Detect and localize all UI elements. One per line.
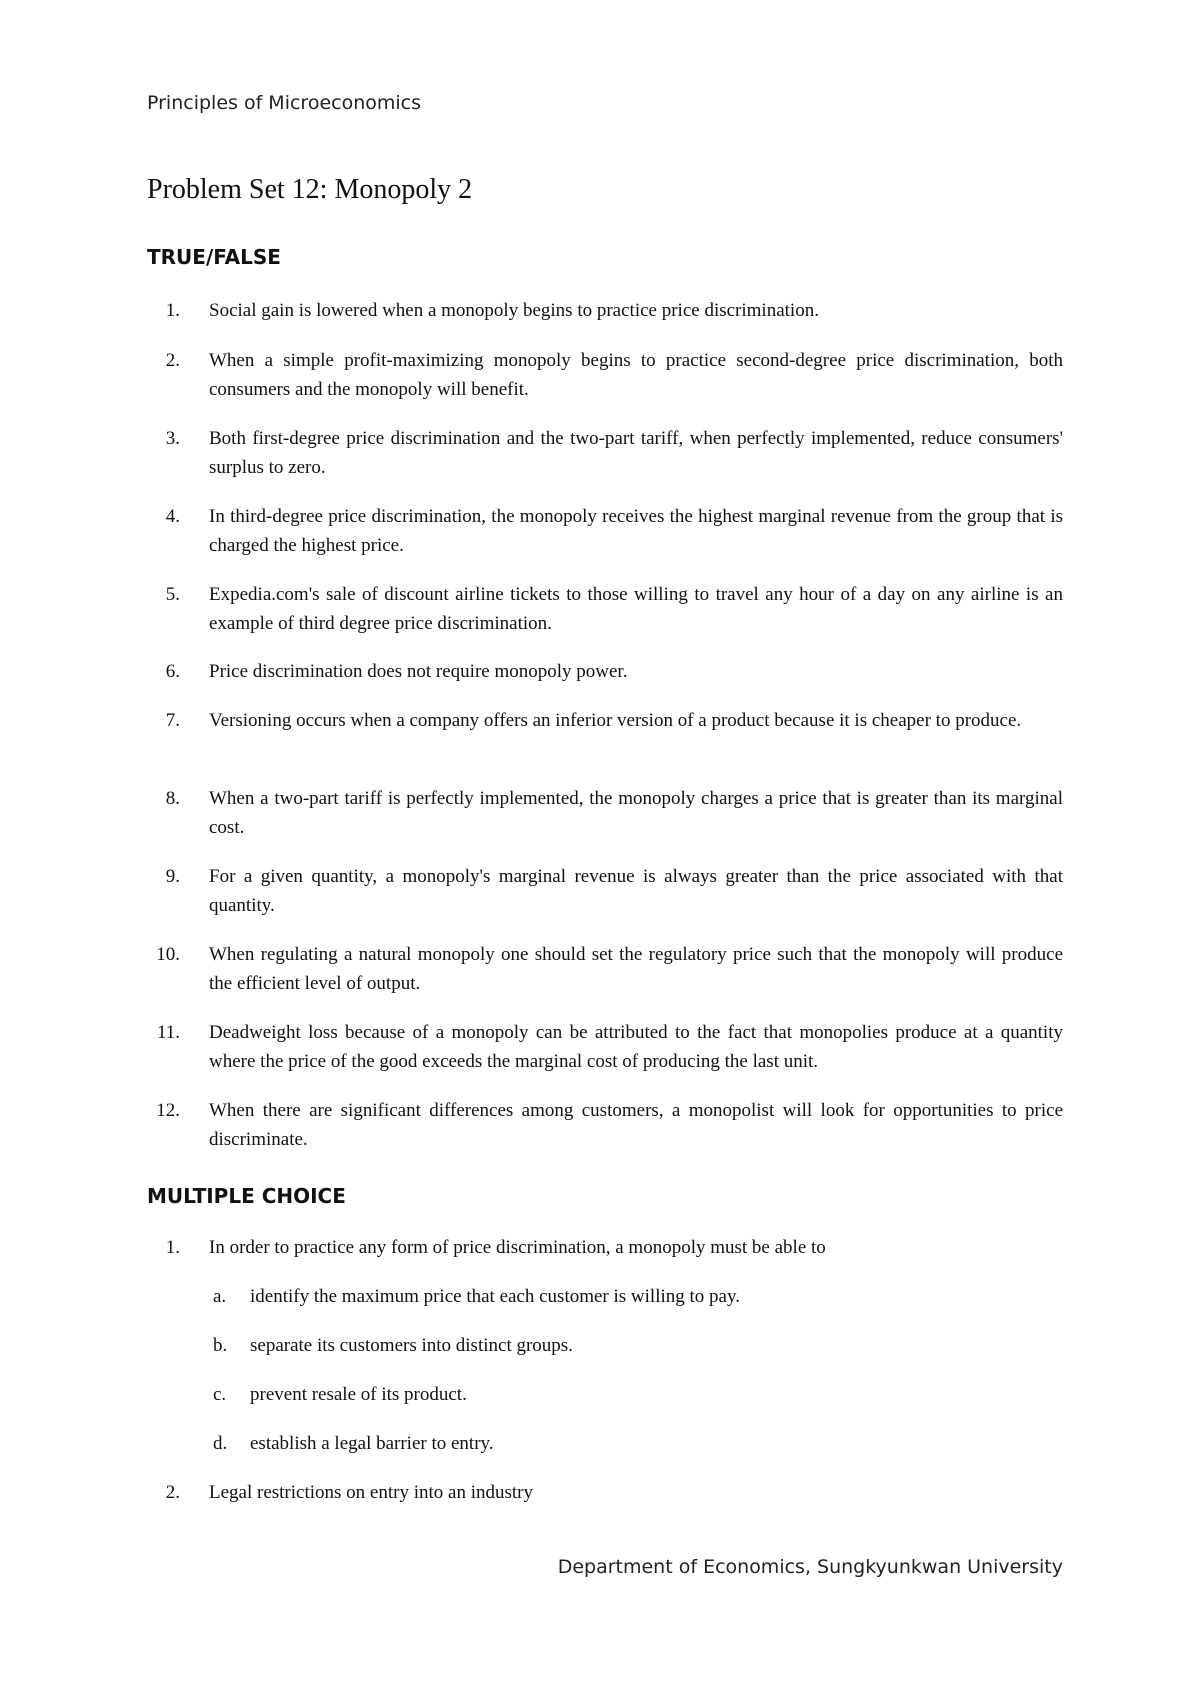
question-number: 4. bbox=[165, 506, 180, 527]
question-text: Social gain is lowered when a monopoly begins to practice price discrimination. bbox=[209, 300, 819, 321]
question-number: 11. bbox=[156, 1022, 180, 1043]
question-text: When a simple profit-maximizing monopoly begins to practice second-degree price discrimination, both consumers and the monopoly will benefit. bbox=[209, 350, 1063, 400]
section-heading-multiple-choice: MULTIPLE CHOICE bbox=[147, 1184, 346, 1208]
option-text: identify the maximum price that each customer is willing to pay. bbox=[250, 1286, 741, 1307]
question-text: Both first-degree price discrimination and the two-part tariff, when perfectly implemented, reduce consumers' surplus to zero. bbox=[209, 428, 1063, 478]
department-footer: Department of Economics, Sungkyunkwan University bbox=[557, 1556, 1063, 1578]
question-number: 6. bbox=[165, 661, 180, 682]
question-text: Expedia.com's sale of discount airline tickets to those willing to travel any hour of a day on any airline is an example of third degree price discrimination. bbox=[209, 584, 1063, 634]
option-letter: d. bbox=[213, 1433, 228, 1454]
question-number: 3. bbox=[165, 428, 180, 449]
section-heading-true-false: TRUE/FALSE bbox=[147, 245, 281, 269]
question-number: 2. bbox=[165, 350, 180, 371]
question-number: 2. bbox=[165, 1482, 180, 1503]
question-text: For a given quantity, a monopoly's marginal revenue is always greater than the price associated with that quantity. bbox=[209, 866, 1063, 916]
question-text: Legal restrictions on entry into an industry bbox=[209, 1482, 533, 1503]
question-number: 12. bbox=[156, 1100, 180, 1121]
question-text: Price discrimination does not require monopoly power. bbox=[209, 661, 628, 682]
question-text: Deadweight loss because of a monopoly can be attributed to the fact that monopolies produce at a quantity where the price of the good exceeds the marginal cost of producing the last unit. bbox=[209, 1022, 1063, 1072]
question-text: In third-degree price discrimination, the monopoly receives the highest marginal revenue from the group that is charged the highest price. bbox=[209, 506, 1063, 556]
option-text: separate its customers into distinct groups. bbox=[250, 1335, 573, 1356]
option-letter: c. bbox=[213, 1384, 227, 1405]
question-number: 1. bbox=[165, 300, 180, 321]
problem-set-title: Problem Set 12: Monopoly 2 bbox=[147, 174, 473, 205]
question-number: 1. bbox=[165, 1237, 180, 1258]
question-number: 7. bbox=[165, 710, 180, 731]
course-header: Principles of Microeconomics bbox=[147, 92, 421, 114]
question-number: 8. bbox=[165, 788, 180, 809]
option-text: establish a legal barrier to entry. bbox=[250, 1433, 494, 1454]
question-text: When a two-part tariff is perfectly implemented, the monopoly charges a price that is greater than its marginal cost. bbox=[209, 788, 1063, 838]
option-text: prevent resale of its product. bbox=[250, 1384, 467, 1405]
question-text: When regulating a natural monopoly one should set the regulatory price such that the monopoly will produce the efficient level of output. bbox=[209, 944, 1063, 994]
question-text: In order to practice any form of price discrimination, a monopoly must be able to bbox=[209, 1237, 826, 1258]
question-text: When there are significant differences among customers, a monopolist will look for opportunities to price discriminate. bbox=[209, 1100, 1063, 1150]
question-number: 9. bbox=[165, 866, 180, 887]
question-number: 5. bbox=[165, 584, 180, 605]
question-text: Versioning occurs when a company offers an inferior version of a product because it is cheaper to produce. bbox=[209, 710, 1022, 731]
option-letter: a. bbox=[213, 1286, 227, 1307]
question-number: 10. bbox=[156, 944, 180, 965]
option-letter: b. bbox=[213, 1335, 228, 1356]
